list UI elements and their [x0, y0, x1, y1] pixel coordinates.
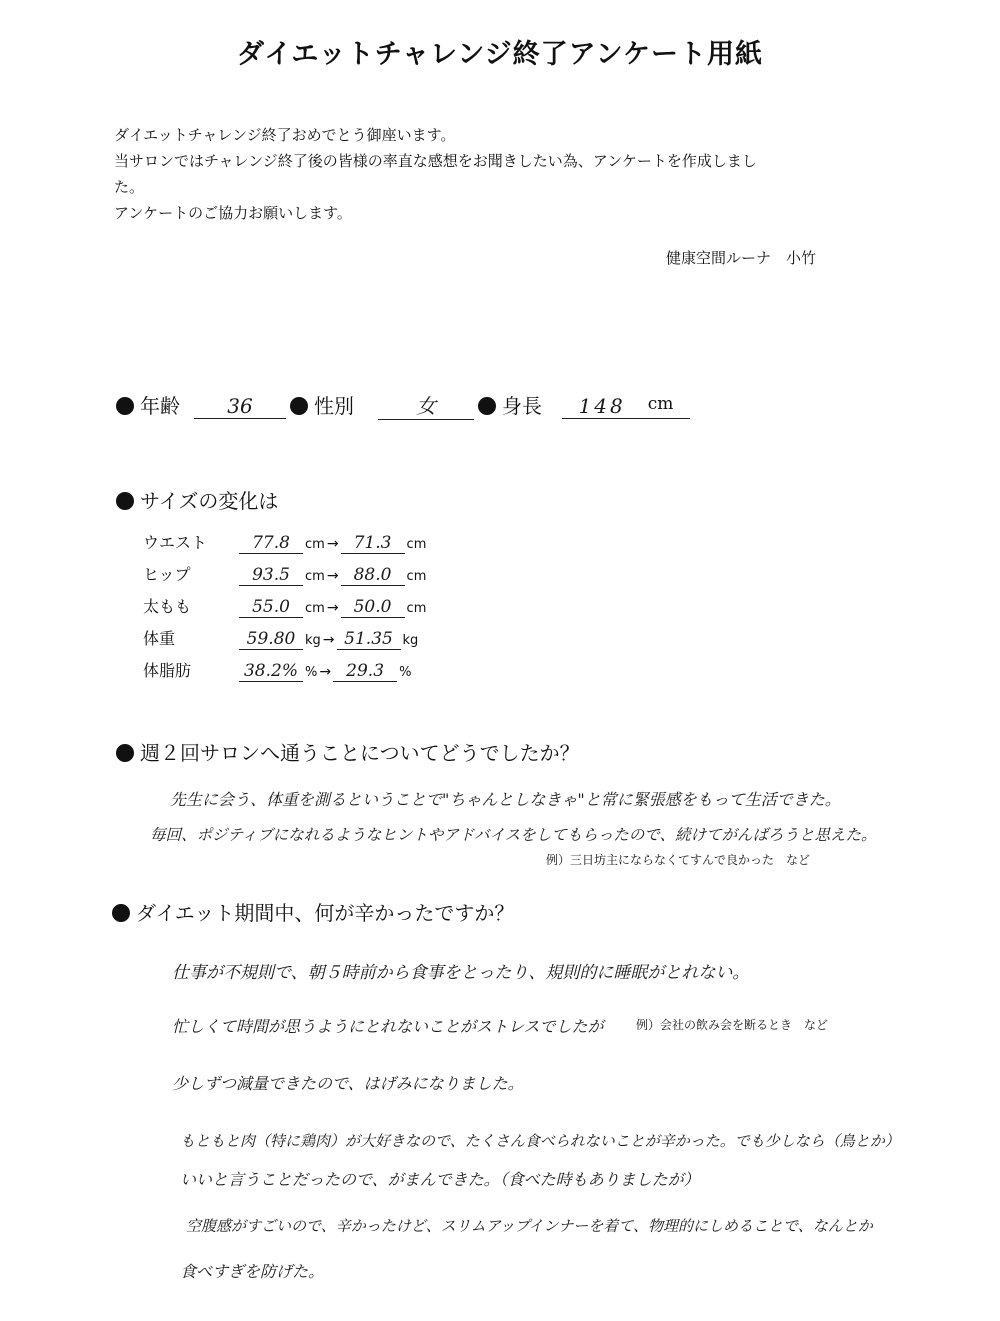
question-1 — [116, 737, 580, 766]
unit: % — [305, 665, 318, 680]
height-unit: cm — [647, 394, 674, 414]
size-row-weight — [143, 626, 428, 658]
unit: cm — [305, 537, 325, 552]
gender-field[interactable]: 女 — [378, 390, 474, 420]
age-label: 年齢 — [140, 394, 180, 418]
bullet-icon — [116, 397, 134, 415]
q2-example: 例）会社の飲み会を断るとき など — [636, 1018, 829, 1032]
q2-answer-line[interactable]: 忙しくて時間が思うようにとれないことがストレスでしたが — [172, 1017, 604, 1036]
q1-answer-line[interactable]: 毎回、ポジティブになれるようなヒントやアドバイスをしてもらったので、続けてがんばろうと思えた。 — [150, 826, 877, 844]
size-row-waist — [143, 530, 428, 562]
age-field[interactable]: 36 — [194, 394, 286, 419]
intro-line: ダイエットチャレンジ終了おめでとう御座います。 — [114, 126, 456, 144]
size-row-thigh — [143, 594, 428, 626]
waist-before-field[interactable]: 77.8 — [239, 533, 303, 554]
q2-answer-line[interactable]: 仕事が不規則で、朝５時前から食事をとったり、規則的に睡眠がとれない。 — [172, 963, 750, 983]
height-label: 身長 — [502, 394, 542, 418]
size-label: 体重 — [143, 629, 176, 648]
question-1-text: 週２回サロンへ通うことについてどうでしたか？ — [140, 741, 580, 765]
intro-line: た。 — [114, 178, 145, 196]
unit: cm — [406, 569, 427, 584]
q1-example: 例）三日坊主にならなくてすんで良かった など — [546, 853, 811, 867]
gender-label: 性別 — [314, 394, 354, 418]
hip-after-field[interactable]: 88.0 — [341, 565, 405, 586]
arrow-icon: → — [326, 536, 339, 552]
unit: cm — [406, 537, 427, 552]
q2-answer-line[interactable]: もともと肉（特に鶏肉）が大好きなので、たくさん食べられないことが辛かった。でも少しなら（鳥とか） — [180, 1132, 900, 1150]
size-label: ウエスト — [143, 533, 208, 552]
unit: cm — [406, 601, 427, 616]
weight-before-field[interactable]: 59.80 — [239, 629, 303, 650]
intro-line: アンケートのご協力お願いします。 — [114, 204, 352, 222]
size-heading-text: サイズの変化は — [140, 489, 279, 513]
q2-answer-line[interactable]: 少しずつ減量できたので、はげみになりました。 — [172, 1074, 524, 1093]
profile-row — [116, 390, 690, 420]
bodyfat-after-field[interactable]: 29.3 — [333, 661, 397, 682]
unit: % — [399, 665, 412, 680]
bullet-icon — [112, 904, 130, 922]
unit: cm — [305, 601, 325, 616]
height-value: 148 — [578, 394, 626, 418]
weight-after-field[interactable]: 51.35 — [337, 629, 401, 650]
thigh-before-field[interactable]: 55.0 — [239, 597, 303, 618]
bullet-icon — [290, 397, 308, 415]
bullet-icon — [116, 744, 134, 762]
salon-signature: 健康空間ルーナ 小竹 — [666, 249, 817, 267]
arrow-icon: → — [319, 664, 332, 680]
arrow-icon: → — [326, 568, 339, 584]
bullet-icon — [478, 397, 496, 415]
size-table — [143, 530, 428, 690]
size-row-hip — [143, 562, 428, 594]
unit: cm — [305, 569, 325, 584]
unit: kg — [402, 633, 419, 648]
bodyfat-before-field[interactable]: 38.2% — [239, 661, 303, 682]
size-label: 太もも — [143, 597, 192, 616]
unit: kg — [305, 633, 321, 648]
question-2-text: ダイエット期間中、何が辛かったですか？ — [136, 901, 515, 925]
size-row-bodyfat — [143, 658, 428, 690]
intro-line: 当サロンではチャレンジ終了後の皆様の率直な感想をお聞きしたい為、アンケートを作成しまし — [114, 152, 757, 170]
hip-before-field[interactable]: 93.5 — [239, 565, 303, 586]
q2-answer-line[interactable]: 空腹感がすごいので、辛かったけど、スリムアップインナーを着て、物理的にしめることで、なんとか — [186, 1217, 873, 1235]
waist-after-field[interactable]: 71.3 — [341, 533, 405, 554]
question-2 — [112, 897, 514, 926]
size-section-heading — [116, 485, 278, 514]
bullet-icon — [116, 492, 134, 510]
size-label: 体脂肪 — [143, 661, 192, 680]
thigh-after-field[interactable]: 50.0 — [341, 597, 405, 618]
q2-answer-line[interactable]: 食べすぎを防げた。 — [180, 1262, 325, 1281]
q2-answer-line[interactable]: いいと言うことだったので、がまんできた。（食べた時もありましたが） — [180, 1170, 700, 1189]
height-field[interactable] — [562, 394, 690, 419]
page-title: ダイエットチャレンジ終了アンケート用紙 — [236, 39, 764, 70]
intro-text — [114, 122, 874, 226]
arrow-icon: → — [322, 632, 335, 648]
arrow-icon: → — [326, 600, 339, 616]
size-label: ヒップ — [143, 565, 191, 584]
q1-answer-line[interactable]: 先生に会う、体重を測るということで"ちゃんとしなきゃ"と常に緊張感をもって生活できた。 — [170, 790, 841, 809]
